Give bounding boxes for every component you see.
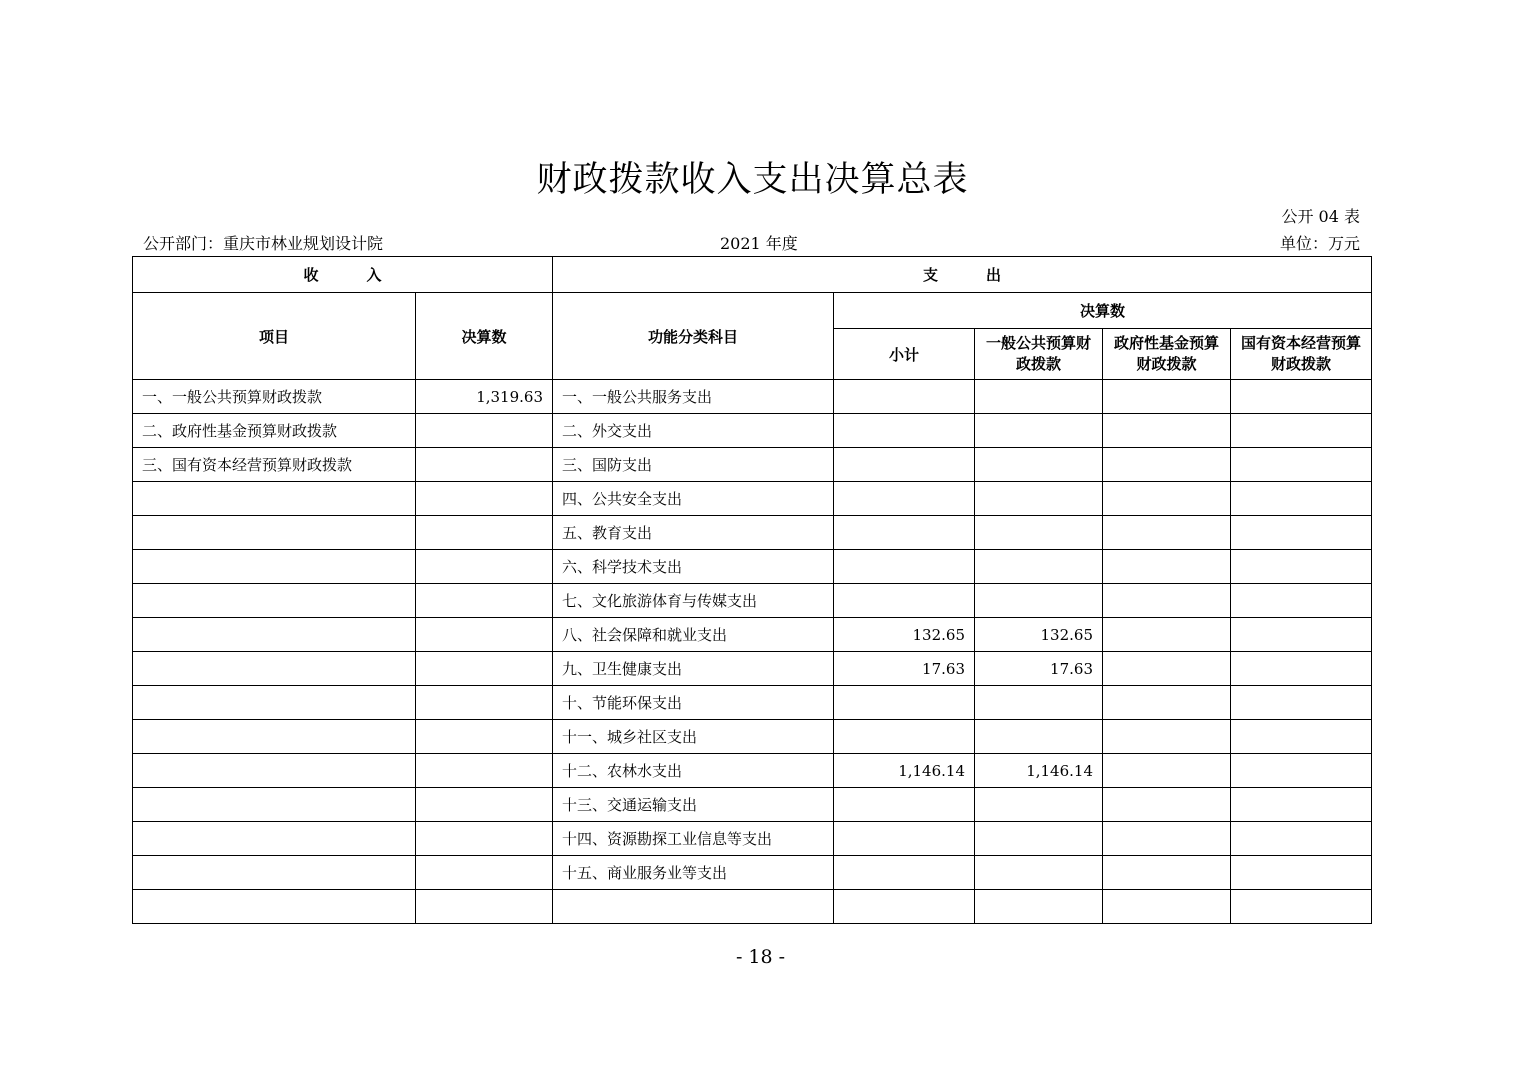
page-title: 财政拨款收入支出决算总表: [536, 160, 969, 200]
table-row: [133, 584, 1372, 618]
table-row: [133, 482, 1372, 516]
table-row: [133, 754, 1372, 788]
table-row: [133, 516, 1372, 550]
general-budget-value: 1,146.14: [975, 754, 1103, 788]
table-row: [133, 550, 1372, 584]
income-amount: [416, 652, 553, 686]
subtotal-value: [834, 788, 975, 822]
general-budget-value: 17.63: [975, 652, 1103, 686]
state-capital-value: [1231, 856, 1372, 890]
gov-fund-value: [1103, 550, 1231, 584]
state-capital-header: 国有资本经营预算财政拨款: [1231, 329, 1372, 380]
general-budget-value: [975, 550, 1103, 584]
subtotal-value: 1,146.14: [834, 754, 975, 788]
table-row: [133, 856, 1372, 890]
income-amount: [416, 516, 553, 550]
general-budget-header: 一般公共预算财政拨款: [975, 329, 1103, 380]
expense-item: 十四、资源勘探工业信息等支出: [553, 822, 834, 856]
subtotal-value: [834, 448, 975, 482]
state-capital-value: [1231, 788, 1372, 822]
table-row: [133, 686, 1372, 720]
table-row: [133, 380, 1372, 414]
year-label: 2021 年度: [720, 234, 798, 253]
expense-header-a: 支: [922, 266, 938, 284]
state-capital-value: [1231, 890, 1372, 924]
income-header-a: 收: [303, 266, 319, 284]
expense-item: 二、外交支出: [553, 414, 834, 448]
gov-fund-value: [1103, 754, 1231, 788]
expense-item: 五、教育支出: [553, 516, 834, 550]
income-amount: [416, 822, 553, 856]
expense-item: 八、社会保障和就业支出: [553, 618, 834, 652]
income-amount: [416, 414, 553, 448]
subtotal-value: [834, 516, 975, 550]
subtotal-value: [834, 856, 975, 890]
income-amount: [416, 788, 553, 822]
state-capital-value: [1231, 448, 1372, 482]
income-item: [133, 754, 416, 788]
gov-fund-value: [1103, 822, 1231, 856]
income-item: 三、国有资本经营预算财政拨款: [133, 448, 416, 482]
unit-label: 单位：万元: [1279, 234, 1360, 253]
department-label: 公开部门：重庆市林业规划设计院: [143, 234, 384, 253]
state-capital-value: [1231, 380, 1372, 414]
gov-fund-value: [1103, 890, 1231, 924]
gov-fund-value: [1103, 414, 1231, 448]
general-budget-value: [975, 686, 1103, 720]
general-budget-value: [975, 822, 1103, 856]
general-budget-value: [975, 516, 1103, 550]
gov-fund-value: [1103, 618, 1231, 652]
state-capital-value: [1231, 652, 1372, 686]
gov-fund-value: [1103, 448, 1231, 482]
general-budget-value: [975, 720, 1103, 754]
general-budget-value: [975, 788, 1103, 822]
expense-item: 三、国防支出: [553, 448, 834, 482]
expense-item: 十五、商业服务业等支出: [553, 856, 834, 890]
subtotal-value: [834, 822, 975, 856]
income-item: [133, 686, 416, 720]
income-item: [133, 890, 416, 924]
state-capital-value: [1231, 550, 1372, 584]
income-item: [133, 618, 416, 652]
table-row: [133, 720, 1372, 754]
income-item: [133, 822, 416, 856]
general-budget-value: [975, 890, 1103, 924]
income-item: [133, 788, 416, 822]
table-row: [133, 618, 1372, 652]
func-subject-header: 功能分类科目: [553, 293, 834, 380]
income-item: [133, 584, 416, 618]
income-item: [133, 550, 416, 584]
expense-item: 十、节能环保支出: [553, 686, 834, 720]
state-capital-value: [1231, 516, 1372, 550]
gov-fund-value: [1103, 516, 1231, 550]
gov-fund-value: [1103, 686, 1231, 720]
income-amount: [416, 584, 553, 618]
general-budget-value: [975, 448, 1103, 482]
income-item: [133, 856, 416, 890]
income-section-header: [133, 257, 553, 293]
subtotal-value: [834, 720, 975, 754]
general-budget-value: [975, 584, 1103, 618]
income-item: [133, 516, 416, 550]
subtotal-value: [834, 584, 975, 618]
table-row: [133, 788, 1372, 822]
gov-fund-value: [1103, 788, 1231, 822]
income-item: [133, 720, 416, 754]
subtotal-value: [834, 890, 975, 924]
income-item: [133, 482, 416, 516]
table-row: [133, 448, 1372, 482]
subtotal-value: 132.65: [834, 618, 975, 652]
income-item: 一、一般公共预算财政拨款: [133, 380, 416, 414]
form-number: 公开 04 表: [1281, 207, 1360, 226]
expense-section-header: [553, 257, 1372, 293]
state-capital-value: [1231, 720, 1372, 754]
income-amount: [416, 550, 553, 584]
subtotal-header: 小计: [834, 329, 975, 380]
income-amount: [416, 618, 553, 652]
general-budget-value: [975, 380, 1103, 414]
general-budget-value: [975, 482, 1103, 516]
general-budget-value: [975, 856, 1103, 890]
income-amount: [416, 856, 553, 890]
state-capital-value: [1231, 482, 1372, 516]
expense-item: 六、科学技术支出: [553, 550, 834, 584]
state-capital-value: [1231, 754, 1372, 788]
gov-fund-value: [1103, 380, 1231, 414]
subtotal-value: 17.63: [834, 652, 975, 686]
expense-item: [553, 890, 834, 924]
income-amount: [416, 754, 553, 788]
expense-header-b: 出: [986, 266, 1002, 284]
subtotal-value: [834, 686, 975, 720]
gov-fund-value: [1103, 584, 1231, 618]
gov-fund-value: [1103, 856, 1231, 890]
state-capital-value: [1231, 414, 1372, 448]
table-row: [133, 652, 1372, 686]
income-amount: [416, 686, 553, 720]
table-row: [133, 890, 1372, 924]
final-amount-header: 决算数: [834, 293, 1372, 329]
state-capital-value: [1231, 584, 1372, 618]
gov-fund-value: [1103, 720, 1231, 754]
expense-item: 一、一般公共服务支出: [553, 380, 834, 414]
income-header-b: 入: [366, 266, 382, 284]
expense-item: 十一、城乡社区支出: [553, 720, 834, 754]
expense-item: 七、文化旅游体育与传媒支出: [553, 584, 834, 618]
expense-item: 十二、农林水支出: [553, 754, 834, 788]
state-capital-value: [1231, 686, 1372, 720]
income-item: 二、政府性基金预算财政拨款: [133, 414, 416, 448]
gov-fund-value: [1103, 652, 1231, 686]
income-amount: [416, 448, 553, 482]
table-row: [133, 822, 1372, 856]
gov-fund-value: [1103, 482, 1231, 516]
subtotal-value: [834, 414, 975, 448]
table-row: [133, 414, 1372, 448]
gov-fund-header: 政府性基金预算财政拨款: [1103, 329, 1231, 380]
expense-item: 九、卫生健康支出: [553, 652, 834, 686]
amount-header: 决算数: [416, 293, 553, 380]
income-item: [133, 652, 416, 686]
subtotal-value: [834, 380, 975, 414]
income-amount: [416, 890, 553, 924]
page-number: - 18 -: [735, 946, 786, 968]
income-amount: [416, 482, 553, 516]
general-budget-value: [975, 414, 1103, 448]
item-header: 项目: [133, 293, 416, 380]
expense-item: 四、公共安全支出: [553, 482, 834, 516]
income-amount: 1,319.63: [416, 380, 553, 414]
subtotal-value: [834, 482, 975, 516]
income-amount: [416, 720, 553, 754]
expense-item: 十三、交通运输支出: [553, 788, 834, 822]
budget-table: [132, 256, 1372, 924]
state-capital-value: [1231, 618, 1372, 652]
subtotal-value: [834, 550, 975, 584]
state-capital-value: [1231, 822, 1372, 856]
general-budget-value: 132.65: [975, 618, 1103, 652]
